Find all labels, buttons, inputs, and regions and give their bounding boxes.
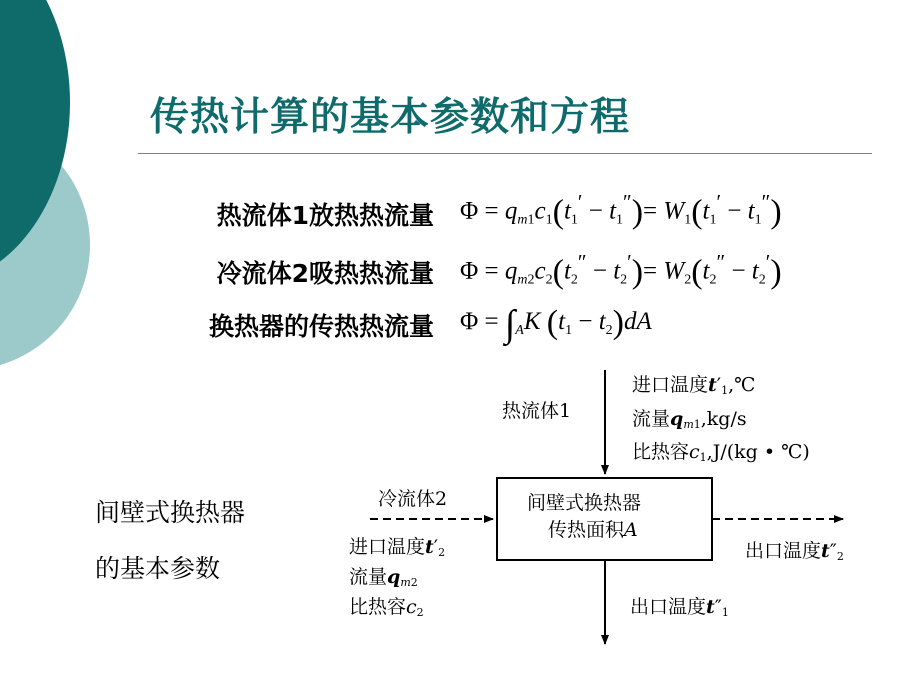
exchanger-area-label: 传热面积A <box>548 519 638 541</box>
exchanger-name: 间壁式换热器 <box>527 492 642 514</box>
side-label-line2: 的基本参数 <box>95 554 221 583</box>
hot-fluid-label: 热流体1 <box>502 400 572 422</box>
exchanger-heat-label: 换热器的传热热流量 <box>208 312 434 341</box>
hot-outlet-temp-label: 出口温度$t''_1$ <box>630 596 729 619</box>
hot-fluid-heat-formula: $\Phi = q_{m1}c_1(t_1' - t_1'')= W_1(t_1' - t_1'')$ <box>460 190 782 231</box>
slide-title: 传热计算的基本参数和方程 <box>150 95 631 140</box>
hot-flow-label: 流量$q_{m1},kg/s$ <box>632 408 747 431</box>
cold-outlet-temp-label: 出口温度$t''_2$ <box>745 540 844 563</box>
cold-fluid-label: 冷流体2 <box>378 488 448 510</box>
hot-heat-capacity-label: 比热容$c_1,J/(kg$ • ℃) <box>632 441 810 464</box>
cold-flow-label: 流量$q_{m2}$ <box>349 566 418 589</box>
hot-inlet-temp-label: 进口温度$t'_1,℃$ <box>632 374 756 397</box>
cold-heat-capacity-label: 比热容$c_2$ <box>349 596 424 619</box>
cold-fluid-heat-label: 冷流体2吸热热流量 <box>216 259 434 288</box>
cold-fluid-heat-formula: $\Phi = q_{m2}c_2(t_2'' - t_2')= W_2(t_2'' - t_2')$ <box>460 250 782 291</box>
hot-fluid-heat-label: 热流体1放热热流量 <box>216 201 434 230</box>
cold-inlet-temp-label: 进口温度$t'_2$ <box>349 536 446 559</box>
side-label-line1: 间壁式换热器 <box>95 498 246 527</box>
exchanger-heat-formula: $\Phi = \int_AK$ $(t_1 - t_2)dA$ <box>460 303 652 345</box>
